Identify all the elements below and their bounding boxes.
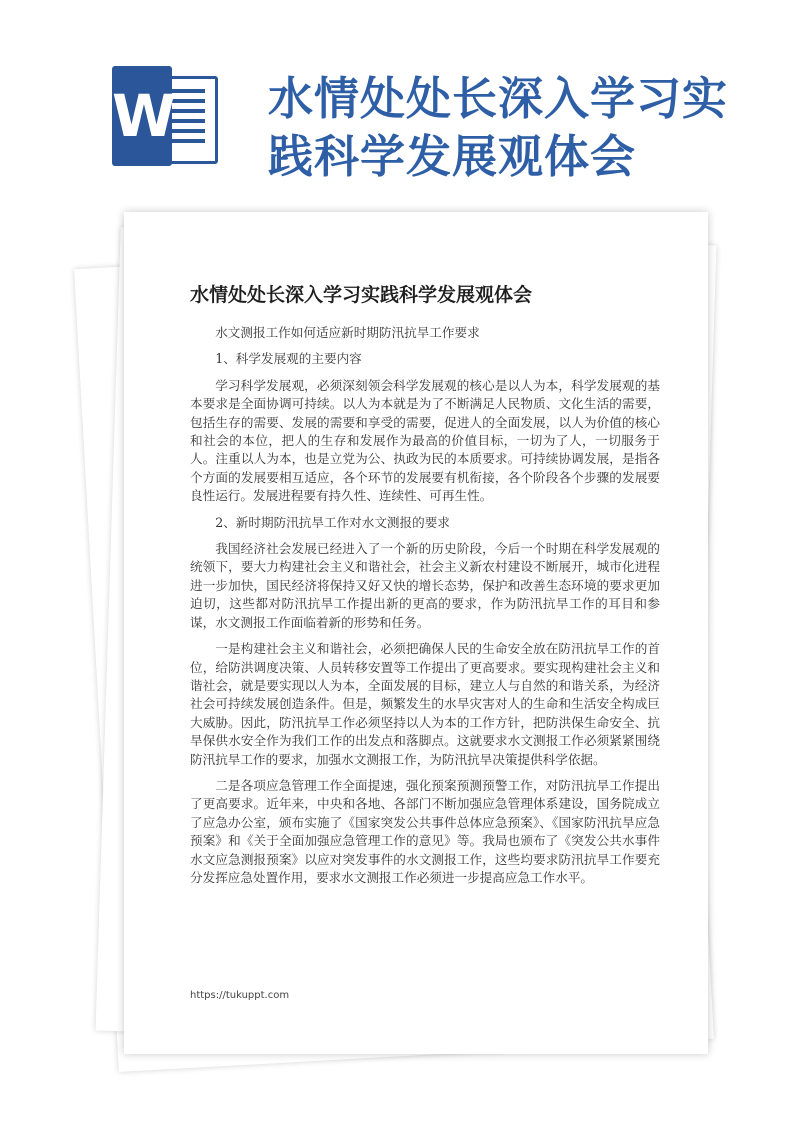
word-letter: W [112, 66, 172, 166]
paragraph: 学习科学发展观，必须深刻领会科学发展观的核心是以人为本，科学发展观的基本要求是全面协调可持续。以人为本就是为了不断满足人民物质、文化生活的需要，包括生存的需要、发展的需要和享受的需要，促进人的全面发展，以人为价值的核心和社会的本位，把人的生存和发展作为最高的价值目标，一切为了人，一切服务于人。注重以人为本，也是立党为公、执政为民的本质要求。可持续协调发展，是指各个方面的发展要相互适应，各个环节的发展要有机衔接，各个阶段各个步骤的发展要良性运行。发展进程要有持久性、连续性、可再生性。 [190, 377, 660, 504]
header-title-line1: 水情处处长深入学习实 [268, 72, 729, 125]
document-body [190, 324, 660, 887]
paragraph-subtitle: 水文测报工作如何适应新时期防汛抗旱工作要求 [215, 325, 480, 340]
document-page [124, 212, 708, 1054]
document-title: 水情处处长深入学习实践科学发展观体会 [190, 284, 533, 306]
section-heading-2: 2、新时期防汛抗旱工作对水文测报的要求 [215, 514, 450, 530]
word-document-icon [112, 66, 216, 166]
paragraph: 二是各项应急管理工作全面提速，强化预案预测预警工作，对防汛抗旱工作提出了更高要求。近年来，中央和各地、各部门不断加强应急管理体系建设，国务院成立了应急办公室，颁布实施了《国家突发公共事件总体应急预案》、《国家防汛抗旱应急预案》和《关于全面加强应急管理工作的意见》等。我局也颁布了《突发公共水事件水文应急测报预案》以应对突发事件的水文测报工作，这些均要求防汛抗旱工作要充分发挥应急处置作用，要求水文测报工作必须进一步提高应急工作水平。 [190, 777, 660, 885]
paragraph: 一是构建社会主义和谐社会，必须把确保人民的生命安全放在防汛抗旱工作的首位，给防洪调度决策、人员转移安置等工作提出了更高要求。要实现构建社会主义和谐社会，就是要实现以人为本，全面发展的目标，建立人与自然的和谐关系，为经济社会可持续发展创造条件。但是，频繁发生的水旱灾害对人的生命和生活安全构成巨大威胁。因此，防汛抗旱工作必须坚持以人为本的工作方针，把防洪保生命安全、抗旱保供水安全作为我们工作的出发点和落脚点。这就要求水文测报工作必须紧紧围绕防汛抗旱工作的要求，加强水文测报工作，为防汛抗旱决策提供科学依据。 [190, 641, 660, 767]
header-title [268, 70, 788, 186]
paragraph: 我国经济社会发展已经进入了一个新的历史阶段，今后一个时期在科学发展观的统领下，要大力构建社会主义和谐社会，社会主义新农村建设不断展开，城市化进程进一步加快，国民经济将保持又好又快的增长态势，保护和改善生态环境的要求更加迫切，这些都对防汛抗旱工作提出新的更高的要求，作为防汛抗旱工作的耳目和参谋，水文测报工作面临着新的形势和任务。 [190, 541, 660, 630]
footer-url: https://tukuppt.com [190, 990, 290, 1001]
header-banner [0, 0, 800, 200]
header-title-line2: 践科学发展观体会 [268, 130, 637, 183]
section-heading-1: 1、科学发展观的主要内容 [215, 351, 362, 367]
